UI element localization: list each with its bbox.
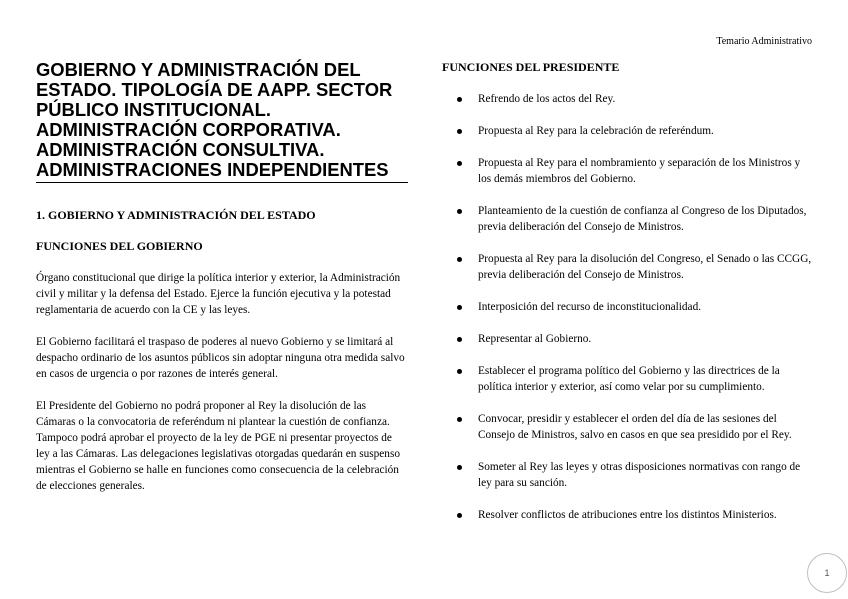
list-item: [442, 363, 814, 395]
list-item-text: Propuesta al Rey para la disolución del Congreso, el Senado o las CCGG, previa deliberación del Consejo de Ministros.: [478, 253, 812, 281]
bullet-icon: [457, 209, 462, 214]
title-line: ADMINISTRACIÓN CORPORATIVA.: [36, 119, 341, 140]
paragraph: El Presidente del Gobierno no podrá proponer al Rey la disolución de las Cámaras o la convocatoria de referéndum ni plantear la cuestión de confianza. Tampoco podrá aprobar el proyecto de la ley de PGE ni presentar proyectos de ley a las Cámaras. Las delegaciones legislativas otorgadas quedarán en suspenso mientras el Gobierno se halle en funciones como consecuencia de la celebración de elecciones generales.: [36, 400, 400, 492]
title-line: ESTADO. TIPOLOGÍA DE AAPP. SECTOR: [36, 79, 393, 100]
paragraph: Órgano constitucional que dirige la política interior y exterior, la Administración civil y militar y la defensa del Estado. Ejerce la función ejecutiva y la potestad reglamentaria de acuerdo con la CE y las leyes.: [36, 272, 401, 316]
left-column: [36, 60, 408, 494]
list-item-text: Establecer el programa político del Gobierno y las directrices de la política interior y exterior, así como velar por su cumplimiento.: [478, 365, 780, 393]
document-title: [36, 60, 408, 183]
title-line: ADMINISTRACIÓN CONSULTIVA.: [36, 139, 325, 160]
list-item-text: Planteamiento de la cuestión de confianza al Congreso de los Diputados, previa deliberación del Consejo de Ministros.: [478, 205, 807, 233]
title-line: GOBIERNO Y ADMINISTRACIÓN DEL: [36, 59, 361, 80]
list-item-text: Representar al Gobierno.: [478, 333, 592, 345]
section-heading: 1. GOBIERNO Y ADMINISTRACIÓN DEL ESTADO: [36, 208, 316, 222]
bullet-icon: [457, 417, 462, 422]
list-item-text: Propuesta al Rey para el nombramiento y separación de los Ministros y los demás miembros del Gobierno.: [478, 157, 801, 185]
list-item-text: Resolver conflictos de atribuciones entre los distintos Ministerios.: [478, 509, 777, 521]
list-item: [442, 91, 814, 107]
list-item-text: Convocar, presidir y establecer el orden del día de las sesiones del Consejo de Ministros, salvo en casos en que sea presidido por el Rey.: [478, 413, 792, 441]
bullet-icon: [457, 305, 462, 310]
list-item: [442, 331, 814, 347]
title-line: PÚBLICO INSTITUCIONAL.: [36, 99, 271, 120]
list-item-text: Someter al Rey las leyes y otras disposiciones normativas con rango de ley para su sanción.: [478, 461, 801, 489]
bullet-icon: [457, 513, 462, 518]
list-item: [442, 251, 814, 283]
bullet-icon: [457, 337, 462, 342]
sub-heading-presidente: FUNCIONES DEL PRESIDENTE: [442, 60, 620, 74]
list-item-text: Interposición del recurso de inconstitucionalidad.: [478, 301, 702, 313]
sub-heading-gobierno: FUNCIONES DEL GOBIERNO: [36, 239, 203, 253]
title-line: ADMINISTRACIONES INDEPENDIENTES: [36, 159, 389, 180]
running-header: Temario Administrativo: [716, 36, 812, 47]
bullet-icon: [457, 465, 462, 470]
bullet-icon: [457, 369, 462, 374]
list-item-text: Propuesta al Rey para la celebración de referéndum.: [478, 125, 714, 137]
bullet-icon: [457, 161, 462, 166]
list-item: [442, 123, 814, 139]
list-item-text: Refrendo de los actos del Rey.: [478, 93, 616, 105]
right-column: [442, 60, 814, 523]
list-item: [442, 155, 814, 187]
list-item: [442, 203, 814, 235]
list-item: [442, 507, 814, 523]
bullet-icon: [457, 257, 462, 262]
list-item: [442, 459, 814, 491]
paragraph: El Gobierno facilitará el traspaso de poderes al nuevo Gobierno y se limitará al despacho ordinario de los asuntos públicos sin adoptar ninguna otra medida salvo en casos de urgencia o por razones de interés general.: [36, 336, 405, 380]
list-item: [442, 411, 814, 443]
bullet-icon: [457, 129, 462, 134]
bullet-list: [442, 91, 814, 523]
list-item: [442, 299, 814, 315]
page-number: 1: [807, 553, 847, 593]
bullet-icon: [457, 97, 462, 102]
